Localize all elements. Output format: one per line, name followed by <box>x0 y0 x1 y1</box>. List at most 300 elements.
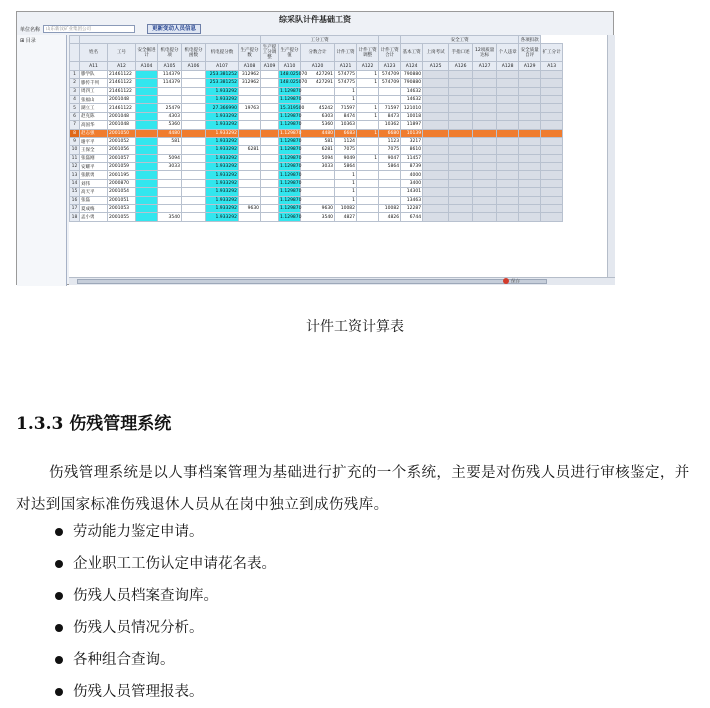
table-cell[interactable]: 夏成梅 <box>80 205 108 213</box>
table-cell[interactable] <box>519 146 541 154</box>
table-cell[interactable] <box>473 213 497 221</box>
save-status-icon[interactable] <box>503 278 509 284</box>
column-header[interactable]: 工号 <box>108 44 136 62</box>
table-cell[interactable]: 1124 <box>335 137 357 145</box>
table-cell[interactable] <box>182 70 206 78</box>
table-cell[interactable] <box>541 213 563 221</box>
table-cell[interactable]: 2001057 <box>108 154 136 162</box>
table-cell[interactable]: 1.129870 <box>280 130 302 136</box>
table-cell[interactable] <box>158 196 182 204</box>
table-cell[interactable]: 8610 <box>401 146 423 154</box>
table-cell[interactable]: 19763 <box>239 104 261 112</box>
table-cell[interactable]: 2001050 <box>108 129 136 137</box>
table-cell[interactable]: 6680 <box>379 129 401 137</box>
table-row[interactable] <box>70 87 563 95</box>
table-cell[interactable] <box>473 112 497 120</box>
table-cell[interactable] <box>158 188 182 196</box>
table-cell[interactable]: 5094 <box>301 154 335 162</box>
table-cell[interactable]: 周四工 <box>80 87 108 95</box>
column-header[interactable]: 手指口述 <box>449 44 473 62</box>
table-cell[interactable]: 2000870 <box>108 179 136 187</box>
table-cell[interactable]: 574709 <box>379 79 401 87</box>
table-cell[interactable]: 11897 <box>401 121 423 129</box>
table-cell[interactable] <box>497 137 519 145</box>
table-cell[interactable] <box>182 104 206 112</box>
table-cell[interactable] <box>519 112 541 120</box>
table-cell[interactable]: 2001059 <box>108 163 136 171</box>
table-cell[interactable] <box>449 205 473 213</box>
table-cell[interactable]: 4303 <box>158 112 182 120</box>
table-cell[interactable] <box>497 171 519 179</box>
table-cell[interactable] <box>473 129 497 137</box>
table-cell[interactable]: 6281 <box>239 146 261 154</box>
table-cell[interactable] <box>423 79 449 87</box>
table-cell[interactable]: 1.129870 <box>280 189 302 195</box>
table-cell[interactable] <box>473 146 497 154</box>
table-cell[interactable] <box>182 129 206 137</box>
table-cell[interactable]: 1 <box>357 79 379 87</box>
table-cell[interactable] <box>541 121 563 129</box>
column-header[interactable]: 生产提工分调整 <box>261 44 279 62</box>
row-number[interactable]: 5 <box>70 104 80 112</box>
table-cell[interactable]: 7075 <box>335 146 357 154</box>
table-cell[interactable]: 10082 <box>379 205 401 213</box>
table-cell[interactable] <box>261 104 279 112</box>
table-cell[interactable]: 2001048 <box>108 121 136 129</box>
table-cell[interactable] <box>182 121 206 129</box>
table-cell[interactable] <box>357 121 379 129</box>
table-cell[interactable] <box>261 196 279 204</box>
table-cell[interactable] <box>261 95 279 103</box>
column-header[interactable]: 机电提分函数 <box>182 44 206 62</box>
table-row[interactable] <box>70 95 563 103</box>
table-cell[interactable]: 11457 <box>401 154 423 162</box>
table-cell[interactable] <box>497 179 519 187</box>
table-cell[interactable]: 2001056 <box>108 146 136 154</box>
table-cell[interactable] <box>541 137 563 145</box>
table-cell[interactable] <box>261 188 279 196</box>
table-cell[interactable] <box>449 171 473 179</box>
table-cell[interactable]: 5360 <box>301 121 335 129</box>
table-cell[interactable] <box>449 179 473 187</box>
table-cell[interactable] <box>239 121 261 129</box>
table-cell[interactable]: 5864 <box>335 163 357 171</box>
row-number[interactable]: 13 <box>70 171 80 179</box>
table-cell[interactable]: 13463 <box>401 196 423 204</box>
table-cell[interactable]: 25479 <box>158 104 182 112</box>
table-cell[interactable]: 湖立工 <box>80 104 108 112</box>
table-cell[interactable]: 8473 <box>379 112 401 120</box>
table-cell[interactable] <box>449 188 473 196</box>
table-cell[interactable] <box>497 104 519 112</box>
table-cell[interactable]: 张磊刚 <box>80 154 108 162</box>
table-cell[interactable]: 9047 <box>379 154 401 162</box>
table-cell[interactable] <box>497 112 519 120</box>
table-cell[interactable]: 21461122 <box>108 87 136 95</box>
table-cell[interactable]: 2001048 <box>108 95 136 103</box>
table-cell[interactable]: 1.129870 <box>280 181 302 187</box>
table-cell[interactable]: 14632 <box>401 95 423 103</box>
table-cell[interactable]: 4000 <box>401 171 423 179</box>
table-cell[interactable] <box>136 213 158 221</box>
table-cell[interactable]: 1.933292 <box>206 129 239 137</box>
table-cell[interactable]: 3033 <box>158 163 182 171</box>
table-cell[interactable]: 6744 <box>401 213 423 221</box>
table-cell[interactable]: 1.129870 <box>280 97 302 103</box>
table-cell[interactable] <box>497 87 519 95</box>
table-cell[interactable] <box>497 163 519 171</box>
table-cell[interactable] <box>541 196 563 204</box>
table-cell[interactable]: 14301 <box>401 188 423 196</box>
column-header[interactable]: 上岗考试 <box>423 44 449 62</box>
table-cell[interactable]: 1.933292 <box>206 196 239 204</box>
table-cell[interactable] <box>357 95 379 103</box>
table-row[interactable] <box>70 213 563 221</box>
table-row[interactable] <box>70 104 563 112</box>
row-number[interactable]: 14 <box>70 179 80 187</box>
table-cell[interactable]: 427291 <box>301 70 335 78</box>
table-cell[interactable] <box>239 213 261 221</box>
table-cell[interactable] <box>473 163 497 171</box>
table-cell[interactable] <box>497 213 519 221</box>
table-cell[interactable] <box>423 70 449 78</box>
table-cell[interactable]: 4826 <box>379 213 401 221</box>
table-cell[interactable] <box>357 213 379 221</box>
table-cell[interactable] <box>158 171 182 179</box>
table-cell[interactable] <box>423 146 449 154</box>
table-cell[interactable]: 张磊 <box>80 196 108 204</box>
table-cell[interactable] <box>136 87 158 95</box>
table-cell[interactable] <box>158 205 182 213</box>
column-header[interactable]: 12项质量达标 <box>473 44 497 62</box>
table-cell[interactable]: 1.129870 <box>280 172 302 178</box>
table-cell[interactable]: 45242 <box>301 104 335 112</box>
table-cell[interactable] <box>541 95 563 103</box>
table-cell[interactable]: 6303 <box>301 112 335 120</box>
table-cell[interactable] <box>357 163 379 171</box>
table-cell[interactable]: 10018 <box>401 112 423 120</box>
table-cell[interactable]: 3033 <box>301 163 335 171</box>
table-cell[interactable] <box>182 188 206 196</box>
table-cell[interactable]: 581 <box>158 137 182 145</box>
table-cell[interactable] <box>473 154 497 162</box>
table-cell[interactable] <box>261 121 279 129</box>
table-cell[interactable]: 1.933292 <box>206 171 239 179</box>
table-cell[interactable] <box>423 171 449 179</box>
row-number[interactable]: 12 <box>70 163 80 171</box>
table-cell[interactable] <box>182 163 206 171</box>
table-cell[interactable]: 2001054 <box>108 188 136 196</box>
table-cell[interactable]: 14632 <box>401 87 423 95</box>
table-cell[interactable]: 1.129870 <box>280 147 302 153</box>
table-cell[interactable]: 滕学队 <box>80 70 108 78</box>
table-cell[interactable]: 427291 <box>301 79 335 87</box>
table-cell[interactable] <box>541 112 563 120</box>
column-header[interactable]: 计件工资调整 <box>357 44 379 62</box>
row-number[interactable]: 2 <box>70 79 80 87</box>
table-cell[interactable] <box>301 188 335 196</box>
table-cell[interactable] <box>357 205 379 213</box>
table-cell[interactable]: 1 <box>335 188 357 196</box>
table-cell[interactable] <box>519 104 541 112</box>
table-cell[interactable]: 赵志强 <box>80 129 108 137</box>
table-cell[interactable]: 312962 <box>239 79 261 87</box>
table-cell[interactable] <box>541 79 563 87</box>
table-cell[interactable] <box>379 171 401 179</box>
column-header[interactable]: 生产提分值 <box>279 44 301 62</box>
table-cell[interactable] <box>136 171 158 179</box>
table-cell[interactable] <box>473 188 497 196</box>
table-cell[interactable] <box>136 154 158 162</box>
table-cell[interactable]: 12287 <box>401 205 423 213</box>
table-cell[interactable]: 3540 <box>301 213 335 221</box>
table-cell[interactable] <box>239 129 261 137</box>
table-row[interactable] <box>70 112 563 120</box>
table-cell[interactable]: 15.319500 <box>280 105 305 111</box>
table-cell[interactable] <box>497 196 519 204</box>
table-cell[interactable] <box>239 188 261 196</box>
table-cell[interactable]: 1.129870 <box>280 88 302 94</box>
table-cell[interactable] <box>239 87 261 95</box>
table-cell[interactable] <box>261 70 279 78</box>
table-cell[interactable] <box>182 146 206 154</box>
table-cell[interactable]: 3400 <box>401 179 423 187</box>
row-number[interactable]: 15 <box>70 188 80 196</box>
table-cell[interactable]: 6281 <box>301 146 335 154</box>
table-cell[interactable]: 574709 <box>379 70 401 78</box>
table-cell[interactable]: 10362 <box>379 121 401 129</box>
table-cell[interactable]: 6683 <box>335 129 357 137</box>
table-cell[interactable] <box>301 87 335 95</box>
table-cell[interactable]: 1.129870 <box>280 122 302 128</box>
table-cell[interactable]: 赵克陈 <box>80 112 108 120</box>
table-cell[interactable] <box>158 179 182 187</box>
table-row[interactable] <box>70 137 563 145</box>
table-cell[interactable]: 1 <box>357 112 379 120</box>
tree-root-item[interactable]: ⊞ 目录 <box>20 38 36 44</box>
row-number[interactable]: 3 <box>70 87 80 95</box>
table-cell[interactable]: 253.381252 <box>206 79 239 87</box>
table-cell[interactable] <box>239 163 261 171</box>
column-header[interactable]: 基本工资 <box>401 44 423 62</box>
table-cell[interactable] <box>239 171 261 179</box>
table-cell[interactable]: 2001051 <box>108 196 136 204</box>
table-cell[interactable]: 1.933292 <box>206 87 239 95</box>
row-number[interactable]: 18 <box>70 213 80 221</box>
table-cell[interactable]: 8739 <box>401 163 423 171</box>
table-row[interactable] <box>70 129 563 137</box>
table-cell[interactable] <box>357 171 379 179</box>
column-header[interactable]: 个人违章 <box>497 44 519 62</box>
table-cell[interactable]: 790880 <box>401 70 423 78</box>
table-cell[interactable] <box>423 196 449 204</box>
table-cell[interactable] <box>261 213 279 221</box>
column-header[interactable]: 生产提分数 <box>239 44 261 62</box>
table-row[interactable] <box>70 205 563 213</box>
table-cell[interactable] <box>473 205 497 213</box>
row-number[interactable]: 17 <box>70 205 80 213</box>
table-cell[interactable] <box>136 79 158 87</box>
table-cell[interactable] <box>497 129 519 137</box>
table-cell[interactable] <box>423 179 449 187</box>
unit-select[interactable]: 山东新汶矿业集团公司 <box>43 25 135 33</box>
table-cell[interactable] <box>182 79 206 87</box>
table-cell[interactable]: 4827 <box>335 213 357 221</box>
table-cell[interactable]: 1 <box>335 196 357 204</box>
table-cell[interactable] <box>182 95 206 103</box>
table-cell[interactable] <box>423 112 449 120</box>
table-cell[interactable] <box>136 205 158 213</box>
table-cell[interactable] <box>449 104 473 112</box>
table-cell[interactable] <box>182 171 206 179</box>
table-cell[interactable] <box>379 196 401 204</box>
table-cell[interactable]: 1 <box>357 154 379 162</box>
table-cell[interactable] <box>519 188 541 196</box>
table-cell[interactable] <box>158 95 182 103</box>
table-cell[interactable] <box>357 87 379 95</box>
table-cell[interactable] <box>519 213 541 221</box>
table-cell[interactable] <box>473 87 497 95</box>
table-cell[interactable]: 27.366990 <box>206 104 239 112</box>
table-cell[interactable] <box>449 129 473 137</box>
table-cell[interactable] <box>423 213 449 221</box>
table-row[interactable] <box>70 196 563 204</box>
table-cell[interactable]: 1 <box>335 171 357 179</box>
table-cell[interactable]: 张献勇 <box>80 171 108 179</box>
table-cell[interactable] <box>261 137 279 145</box>
table-cell[interactable] <box>136 70 158 78</box>
table-cell[interactable] <box>449 196 473 204</box>
table-cell[interactable]: 1.933292 <box>206 112 239 120</box>
scroll-thumb[interactable] <box>77 279 547 284</box>
table-cell[interactable]: 1.129870 <box>280 214 302 220</box>
table-cell[interactable] <box>449 87 473 95</box>
column-header[interactable]: 姓名 <box>80 44 108 62</box>
table-cell[interactable] <box>497 154 519 162</box>
table-cell[interactable] <box>136 188 158 196</box>
table-cell[interactable] <box>541 179 563 187</box>
table-cell[interactable] <box>158 87 182 95</box>
table-cell[interactable] <box>136 95 158 103</box>
table-row[interactable] <box>70 171 563 179</box>
table-cell[interactable]: 2001053 <box>108 205 136 213</box>
table-cell[interactable] <box>182 196 206 204</box>
table-cell[interactable]: 5864 <box>379 163 401 171</box>
table-cell[interactable]: 574775 <box>335 79 357 87</box>
table-cell[interactable] <box>136 121 158 129</box>
table-cell[interactable]: 1123 <box>379 137 401 145</box>
table-cell[interactable] <box>379 87 401 95</box>
table-cell[interactable] <box>261 163 279 171</box>
table-row[interactable] <box>70 188 563 196</box>
table-cell[interactable]: 3217 <box>401 137 423 145</box>
column-header[interactable]: 计件工资 <box>335 44 357 62</box>
table-cell[interactable]: 安耀平 <box>80 163 108 171</box>
column-header[interactable]: 扩工分计 <box>541 44 563 62</box>
table-cell[interactable] <box>473 104 497 112</box>
table-cell[interactable] <box>519 87 541 95</box>
table-cell[interactable] <box>182 137 206 145</box>
table-cell[interactable] <box>357 188 379 196</box>
table-cell[interactable]: 1.129870 <box>280 197 302 203</box>
table-cell[interactable] <box>239 95 261 103</box>
table-cell[interactable] <box>497 70 519 78</box>
table-cell[interactable] <box>449 79 473 87</box>
table-cell[interactable] <box>239 154 261 162</box>
table-cell[interactable] <box>473 121 497 129</box>
table-cell[interactable]: 1 <box>335 179 357 187</box>
table-cell[interactable] <box>136 137 158 145</box>
table-cell[interactable]: 148.025070 <box>280 71 308 77</box>
table-cell[interactable] <box>519 154 541 162</box>
table-cell[interactable]: 1 <box>335 87 357 95</box>
table-cell[interactable] <box>519 163 541 171</box>
row-number[interactable]: 9 <box>70 137 80 145</box>
table-cell[interactable] <box>423 188 449 196</box>
table-cell[interactable] <box>357 146 379 154</box>
table-cell[interactable]: 高天平 <box>80 188 108 196</box>
table-cell[interactable]: 10139 <box>401 129 423 137</box>
column-header[interactable]: 安全质量自评 <box>519 44 541 62</box>
table-cell[interactable] <box>497 188 519 196</box>
table-cell[interactable] <box>158 146 182 154</box>
table-cell[interactable] <box>449 112 473 120</box>
table-cell[interactable] <box>473 79 497 87</box>
table-cell[interactable] <box>473 179 497 187</box>
table-cell[interactable]: 1.933292 <box>206 163 239 171</box>
table-cell[interactable] <box>519 121 541 129</box>
table-cell[interactable]: 1.933292 <box>206 205 239 213</box>
table-cell[interactable]: 1.933292 <box>206 188 239 196</box>
table-cell[interactable] <box>182 179 206 187</box>
table-cell[interactable] <box>449 213 473 221</box>
table-cell[interactable] <box>261 146 279 154</box>
table-cell[interactable] <box>519 95 541 103</box>
column-header[interactable]: 机电提分项 <box>158 44 182 62</box>
table-cell[interactable] <box>136 163 158 171</box>
table-cell[interactable] <box>541 104 563 112</box>
table-cell[interactable] <box>261 171 279 179</box>
table-cell[interactable]: 2001055 <box>108 213 136 221</box>
table-cell[interactable] <box>541 129 563 137</box>
column-header[interactable]: 安全掘进计 <box>136 44 158 62</box>
table-cell[interactable] <box>357 179 379 187</box>
table-cell[interactable] <box>497 205 519 213</box>
table-cell[interactable] <box>182 87 206 95</box>
table-cell[interactable] <box>239 137 261 145</box>
table-cell[interactable]: 10363 <box>335 121 357 129</box>
table-cell[interactable]: 21461122 <box>108 70 136 78</box>
table-cell[interactable] <box>379 95 401 103</box>
table-cell[interactable] <box>449 137 473 145</box>
table-cell[interactable] <box>449 95 473 103</box>
table-cell[interactable] <box>423 154 449 162</box>
table-cell[interactable] <box>449 154 473 162</box>
table-cell[interactable] <box>136 179 158 187</box>
table-cell[interactable]: 1.129870 <box>280 164 302 170</box>
table-cell[interactable]: 1 <box>357 104 379 112</box>
update-staff-button[interactable]: 更新变动人员信息 <box>147 24 201 34</box>
table-cell[interactable]: 21461122 <box>108 79 136 87</box>
table-cell[interactable] <box>261 205 279 213</box>
table-cell[interactable]: 1.129870 <box>280 155 302 161</box>
table-cell[interactable] <box>423 104 449 112</box>
column-header[interactable]: 机电提分数 <box>206 44 239 62</box>
table-cell[interactable] <box>497 95 519 103</box>
table-cell[interactable]: 1.933292 <box>206 213 239 221</box>
table-cell[interactable] <box>519 196 541 204</box>
table-cell[interactable] <box>261 179 279 187</box>
